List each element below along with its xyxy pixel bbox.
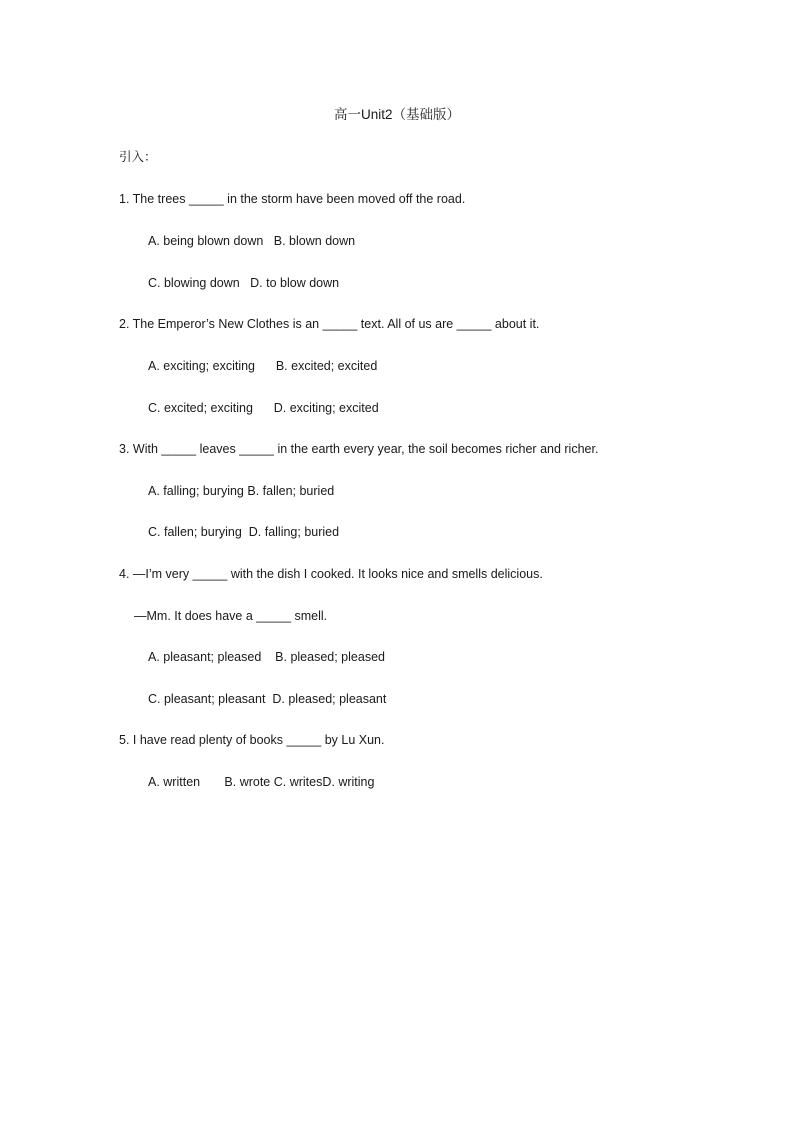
question-2-stem: 2. The Emperor’s New Clothes is an _____ text. All of us are _____ about it. (119, 317, 540, 331)
page-title: 高一Unit2（基础版） (333, 107, 460, 122)
question-1-stem: 1. The trees _____ in the storm have been moved off the road. (119, 192, 466, 206)
intro-label: 引入： (119, 150, 157, 164)
question-4-stem: 4. —I’m very _____ with the dish I cooked. It looks nice and smells delicious. (119, 567, 543, 581)
question-2-options-ab: A. exciting; exciting B. excited; excited (148, 359, 378, 373)
question-3-options-ab: A. falling; burying B. fallen; buried (148, 484, 335, 498)
question-3-stem: 3. With _____ leaves _____ in the earth every year, the soil becomes richer and richer. (119, 442, 599, 456)
question-1-options-ab: A. being blown down B. blown down (148, 234, 356, 248)
question-3-options-cd: C. fallen; burying D. falling; buried (148, 525, 340, 539)
question-5-options: A. written B. wrote C. writesD. writing (148, 775, 375, 789)
question-4-options-ab: A. pleasant; pleased B. pleased; pleased (148, 650, 385, 664)
question-4-options-cd: C. pleasant; pleasant D. pleased; pleasant (148, 692, 387, 706)
question-5-stem: 5. I have read plenty of books _____ by Lu Xun. (119, 733, 385, 747)
question-1-options-cd: C. blowing down D. to blow down (148, 276, 340, 290)
question-4-stem-reply: —Mm. It does have a _____ smell. (134, 609, 328, 623)
question-2-options-cd: C. excited; exciting D. exciting; excited (148, 401, 379, 415)
